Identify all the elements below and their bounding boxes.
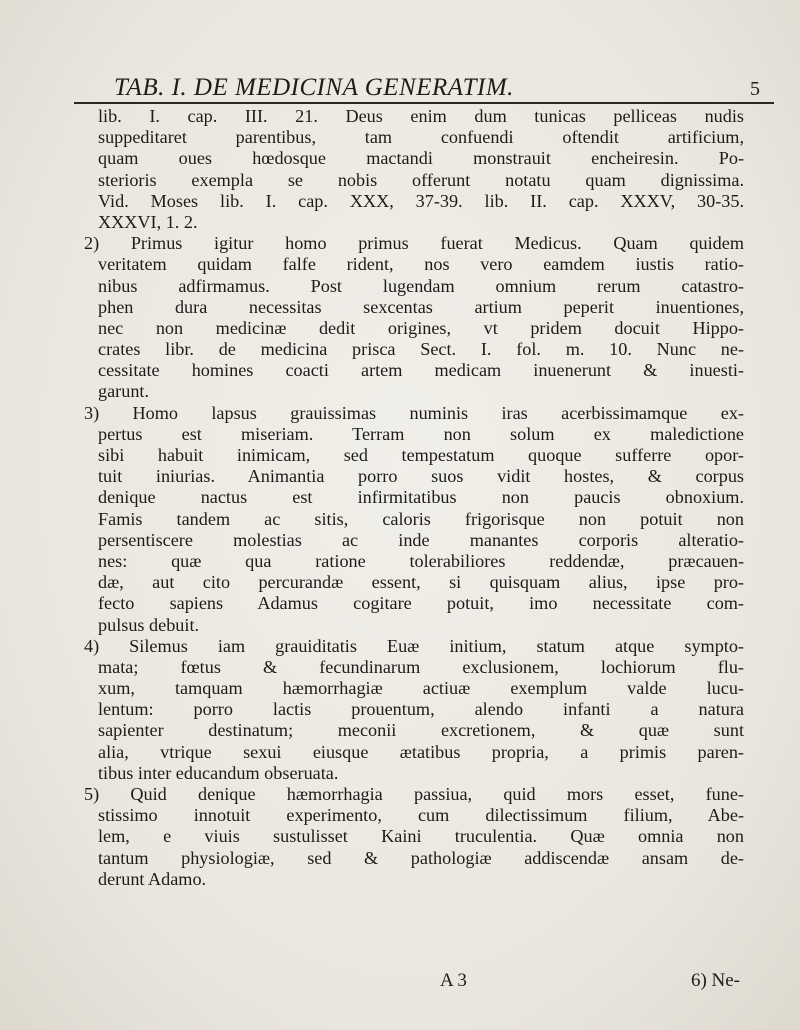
text-line: tibus inter educandum obseruata.: [98, 762, 339, 783]
text-line: denique nactus est infirmitatibus non paucis obnoxium.: [98, 487, 744, 508]
paragraph-5-line: 5) Quid denique hæmorrhagia passiua, quid mors esset, fune-: [84, 784, 744, 804]
running-head: TAB. I. DE MEDICINA GENERATIM.: [114, 74, 514, 101]
text-line: crates libr. de medicina prisca Sect. I. fol. m. 10. Nunc ne-: [98, 339, 744, 360]
text-line: tantum physiologiæ, sed & pathologiæ addiscendæ ansam de-: [98, 847, 744, 868]
text-line: quam oues hœdosque mactandi monstrauit encheiresin. Po-: [98, 148, 744, 169]
text-line: XXXVI, 1. 2.: [98, 211, 198, 232]
text-line: veritatem quidam falfe rident, nos vero eamdem iustis ratio-: [98, 254, 744, 275]
paragraph-3-line: 3) Homo lapsus grauissimas numinis iras acerbissimamque ex-: [84, 402, 744, 423]
text-line: pertus est miseriam. Terram non solum ex maledictione: [98, 423, 744, 444]
text-line: fecto sapiens Adamus cogitare potuit, imo necessitate com-: [98, 593, 744, 614]
text-line: xum, tamquam hæmorrhagiæ actiuæ exemplum valde lucu-: [98, 678, 744, 699]
page-footer: [84, 970, 744, 996]
paragraph-2-line: 2) Primus igitur homo primus fuerat Medicus. Quam quidem: [84, 233, 744, 254]
text-line: garunt.: [98, 381, 150, 402]
text-line: tuit iniurias. Animantia porro suos vidit hostes, & corpus: [98, 466, 744, 487]
text-line: phen dura necessitas sexcentas artium peperit inuentiones,: [98, 296, 744, 317]
text-line: Famis tandem ac sitis, caloris frigorisque non potuit non: [98, 508, 744, 529]
text-line: dæ, aut cito percurandæ essent, si quisquam alius, ipse pro-: [98, 572, 744, 593]
text-line: cessitate homines coacti artem medicam inuenerunt & inuesti-: [98, 360, 744, 381]
catchword: 6) Ne-: [690, 970, 740, 991]
text-line: nes: quæ qua ratione tolerabiliores reddendæ, præcauen-: [98, 550, 744, 571]
text-line: suppeditaret parentibus, tam confuendi oftendit artificium,: [98, 127, 744, 148]
page-header: [60, 64, 780, 104]
text-line: alia, vtrique sexui eiusque ætatibus propria, a primis paren-: [98, 741, 744, 762]
text-line: Vid. Moses lib. I. cap. XXX, 37-39. lib. II. cap. XXXV, 30-35.: [98, 190, 744, 211]
body-text: [84, 106, 744, 890]
text-line: mata; fœtus & fecundinarum exclusionem, lochiorum flu-: [98, 656, 744, 677]
text-line: derunt Adamo.: [98, 868, 207, 889]
text-line: sterioris exempla se nobis offerunt notatu quam dignissima.: [98, 169, 744, 190]
signature-mark: A 3: [440, 970, 467, 991]
header-rule: [74, 102, 774, 104]
text-line: lem, e viuis sustulisset Kaini truculentia. Quæ omnia non: [98, 826, 744, 847]
text-line: sapienter destinatum; meconii excretionem, & quæ sunt: [98, 720, 744, 741]
page-number: 5: [750, 78, 760, 100]
paragraph-4-line: 4) Silemus iam grauiditatis Euæ initium, statum atque sympto-: [84, 635, 744, 656]
text-line: nibus adfirmamus. Post lugendam omnium rerum catastro-: [98, 275, 744, 296]
text-line: stissimo innotuit experimento, cum dilectissimum filium, Abe-: [98, 805, 744, 826]
text-line: lentum: porro lactis prouentum, alendo infanti a natura: [98, 699, 744, 720]
text-line: pulsus debuit.: [98, 614, 200, 635]
text-line: nec non medicinæ dedit origines, vt pridem docuit Hippo-: [98, 317, 744, 338]
text-line: lib. I. cap. III. 21. Deus enim dum tunicas pelliceas nudis: [98, 106, 744, 126]
text-line: persentiscere molestias ac inde manantes corporis alteratio-: [98, 529, 744, 550]
text-line: sibi habuit inimicam, sed tempestatum quoque sufferre opor-: [98, 445, 744, 465]
